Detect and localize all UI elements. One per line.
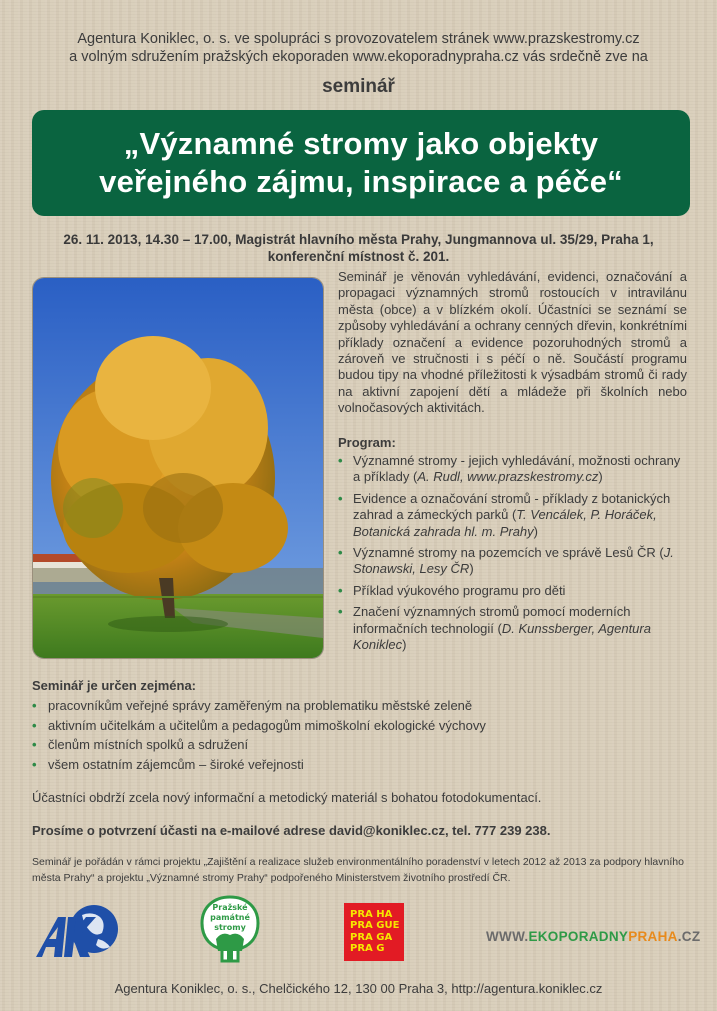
program-heading: Program: bbox=[338, 435, 396, 450]
tree-photo bbox=[32, 277, 324, 659]
tree-seal-icon bbox=[198, 895, 262, 965]
audience-list bbox=[32, 696, 486, 774]
program-item-speaker: J. Stonawski, Lesy ČR bbox=[353, 545, 674, 577]
title-line-2: veřejného zájmu, inspirace a péče“ bbox=[99, 164, 623, 199]
funding-note: Seminář je pořádán v rámci projektu „Zajištění a realizace služeb environmentálního poradenství v letech 2012 až 2013 za podpory hlavního města Prahy“ a projektu „Významné stromy Prahy“ podpořeného Ministerstvem životního prostředí ČR. bbox=[32, 856, 684, 884]
program-item-text: Významné stromy na pozemcích ve správě Lesů ČR ( bbox=[353, 545, 664, 561]
program-item-end: ) bbox=[598, 469, 603, 485]
audience-item: • pracovníkům veřejné správy zaměřeným na problematiku městské zeleně bbox=[32, 696, 486, 716]
praha-line: PRA GA bbox=[350, 931, 393, 943]
program-item-text: Značení významných stromů pomocí moderních informačních technologií ( bbox=[353, 604, 631, 636]
eko-ekoporadny: EKOPORADNY bbox=[528, 929, 629, 944]
date-location-line-2: konferenční místnost č. 201. bbox=[267, 249, 450, 264]
program-item bbox=[338, 583, 690, 599]
date-location bbox=[10, 231, 707, 265]
seal-line-2: památné bbox=[210, 913, 250, 922]
audience-item: • členům místních spolků a sdružení bbox=[32, 735, 486, 755]
program-item-end: ) bbox=[469, 561, 474, 577]
intro-text bbox=[20, 30, 697, 66]
praha-logo bbox=[344, 903, 404, 961]
agentura-koniklec-logo bbox=[32, 903, 118, 961]
program-item-speaker: A. Rudl, www.prazskestromy.cz bbox=[417, 469, 599, 485]
seminar-label: seminář bbox=[322, 76, 395, 97]
intro-line-2: a volným sdružením pražských ekoporaden www.ekoporadnypraha.cz vás srdečně zve na bbox=[69, 49, 648, 65]
praha-line: PRA HA bbox=[350, 909, 393, 920]
ekoporadny-link[interactable] bbox=[486, 929, 700, 944]
eko-www: WWW. bbox=[486, 929, 529, 944]
date-location-line-1: 26. 11. 2013, 14.30 – 17.00, Magistrát hlavního města Prahy, Jungmannova ul. 35/29, Praha 1, bbox=[63, 232, 654, 247]
program-item bbox=[338, 491, 690, 540]
eko-cz: .CZ bbox=[677, 929, 701, 944]
prazske-pamatne-stromy-logo bbox=[198, 895, 262, 965]
program-item-text: Významné stromy - jejich vyhledávání, možnosti ochrany a příklady ( bbox=[353, 453, 681, 485]
title-banner bbox=[32, 110, 690, 216]
title-line-1: „Významné stromy jako objekty bbox=[123, 126, 599, 161]
audience-item: • aktivním učitelkám a učitelům a pedagogům mimoškolní ekologické výchovy bbox=[32, 716, 486, 736]
program-item-speaker: T. Vencálek, P. Horáček, Botanická zahrada hl. m. Prahy bbox=[353, 507, 657, 539]
seminar-title bbox=[99, 125, 623, 201]
program-item bbox=[338, 453, 690, 486]
eko-praha: PRAHA bbox=[628, 929, 678, 944]
seal-line-1: Pražské bbox=[212, 903, 248, 912]
intro-line-1: Agentura Koniklec, o. s. ve spolupráci s provozovatelem stránek www.prazskestromy.cz bbox=[77, 31, 640, 47]
program-item-end: ) bbox=[533, 523, 538, 539]
program-item-text: Evidence a označování stromů - příklady z botanických zahrad a zámeckých parků ( bbox=[353, 490, 671, 523]
program-item-text: Příklad výukového programu pro děti bbox=[353, 582, 566, 598]
praha-line: PRA G bbox=[350, 943, 385, 955]
material-note: Účastníci obdrží zcela nový informační a metodický materiál s bohatou fotodokumentací. bbox=[32, 790, 542, 805]
seminar-description: Seminář je věnován vyhledávání, evidenci, označování a propagaci významných stromů rostoucích v intravilánu města (obce) a v blízkém okolí. Účastníci se seznámí se způsoby vyhledávání a ochrany cenných dřevin, konkrétními příklady označení a evidence pozoruhodných stromů a zároveň ve stručnosti i s péčí o ně. Součástí programu budou tipy na vhodné příležitosti k výsadbám stromů či rady na aktivní zapojení dětí a mládeže při školních nebo volnočasových aktivitách. bbox=[338, 269, 687, 416]
seal-line-3: stromy bbox=[214, 923, 246, 932]
ak-logo-icon bbox=[32, 903, 118, 961]
program-item bbox=[338, 604, 690, 653]
program-list bbox=[338, 453, 690, 658]
footer-address: Agentura Koniklec, o. s., Chelčického 12, 130 00 Praha 3, http://agentura.koniklec.cz bbox=[114, 981, 603, 996]
praha-line: PRA GUE bbox=[350, 920, 400, 932]
confirmation-request: Prosíme o potvrzení účasti na e-mailové adrese david@koniklec.cz, tel. 777 239 238. bbox=[32, 823, 551, 838]
audience-item: • všem ostatním zájemcům – široké veřejnosti bbox=[32, 755, 486, 775]
program-item bbox=[338, 545, 690, 578]
program-item-end: ) bbox=[402, 637, 407, 653]
audience-heading: Seminář je určen zejména: bbox=[32, 678, 197, 693]
autumn-tree-image bbox=[33, 278, 323, 658]
program-item-speaker: D. Kunssberger, Agentura Koniklec bbox=[353, 620, 651, 653]
